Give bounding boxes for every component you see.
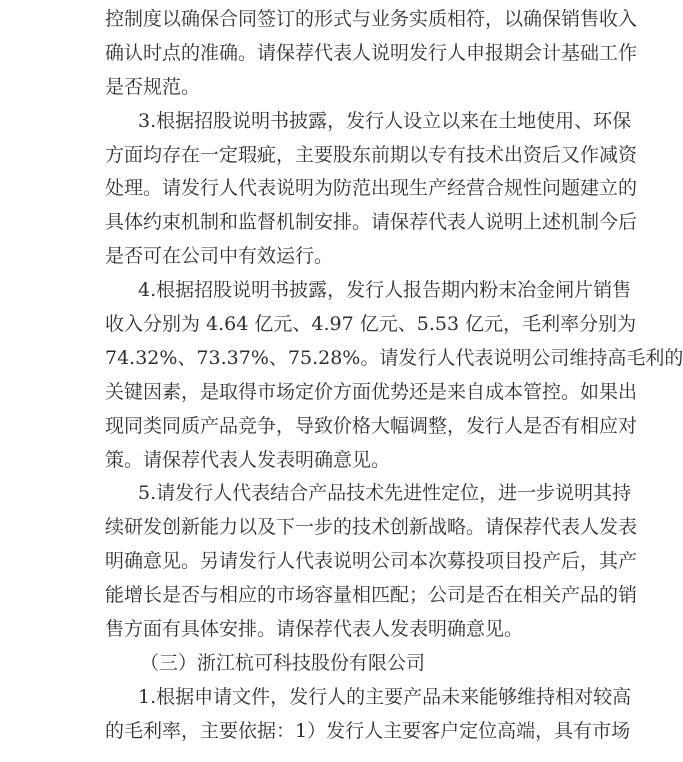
paragraph-line: 是否可在公司中有效运行。: [105, 245, 334, 268]
paragraph-line: 的毛利率，主要依据：1）发行人主要客户定位高端，具有市场: [105, 719, 631, 742]
item-4-first-line: 4.根据招股说明书披露，发行人报告期内粉末冶金闸片销售: [138, 279, 632, 302]
paragraph-line: 确认时点的准确。请保荐代表人说明发行人申报期会计基础工作: [105, 41, 638, 64]
paragraph-line: 是否规范。: [105, 75, 201, 98]
paragraph-line: 能增长是否与相应的市场容量相匹配；公司是否在相关产品的销: [105, 584, 638, 607]
paragraph-line: 现同类同质产品竞争，导致价格大幅调整，发行人是否有相应对: [105, 414, 638, 437]
paragraph-line: 具体约束机制和监督机制安排。请保荐代表人说明上述机制今后: [105, 211, 638, 234]
item-5-first-line: 5.请发行人代表结合产品技术先进性定位，进一步说明其持: [138, 482, 632, 505]
document-page: [105, 3, 683, 749]
paragraph-line: 控制度以确保合同签订的形式与业务实质相符，以确保销售收入: [105, 8, 638, 30]
paragraph-line: 关键因素，是取得市场定价方面优势还是来自成本管控。如果出: [105, 380, 638, 403]
paragraph-line: 续研发创新能力以及下一步的技术创新战略。请保荐代表人发表: [105, 516, 638, 539]
paragraph-line: 策。请保荐代表人发表明确意见。: [105, 448, 391, 471]
paragraph-line: 处理。请发行人代表说明为防范出现生产经营合规性问题建立的: [105, 177, 638, 200]
item-1-first-line: 1.根据申请文件，发行人的主要产品未来能够维持相对较高: [138, 685, 632, 708]
paragraph-line: 方面均存在一定瑕疵，主要股东前期以专有技术出资后又作减资: [105, 143, 638, 166]
paragraph-line: 售方面有具体安排。请保荐代表人发表明确意见。: [105, 618, 524, 641]
paragraph-line: 明确意见。另请发行人代表说明公司本次募投项目投产后，其产: [105, 550, 638, 573]
section-heading: （三）浙江杭可科技股份有限公司: [140, 651, 426, 674]
paragraph-line: 74.32%、73.37%、75.28%。请发行人代表说明公司维持高毛利的: [105, 346, 683, 369]
paragraph-line: 收入分别为 4.64 亿元、4.97 亿元、5.53 亿元，毛利率分别为: [105, 313, 637, 336]
item-3-first-line: 3.根据招股说明书披露，发行人设立以来在土地使用、环保: [138, 109, 632, 132]
